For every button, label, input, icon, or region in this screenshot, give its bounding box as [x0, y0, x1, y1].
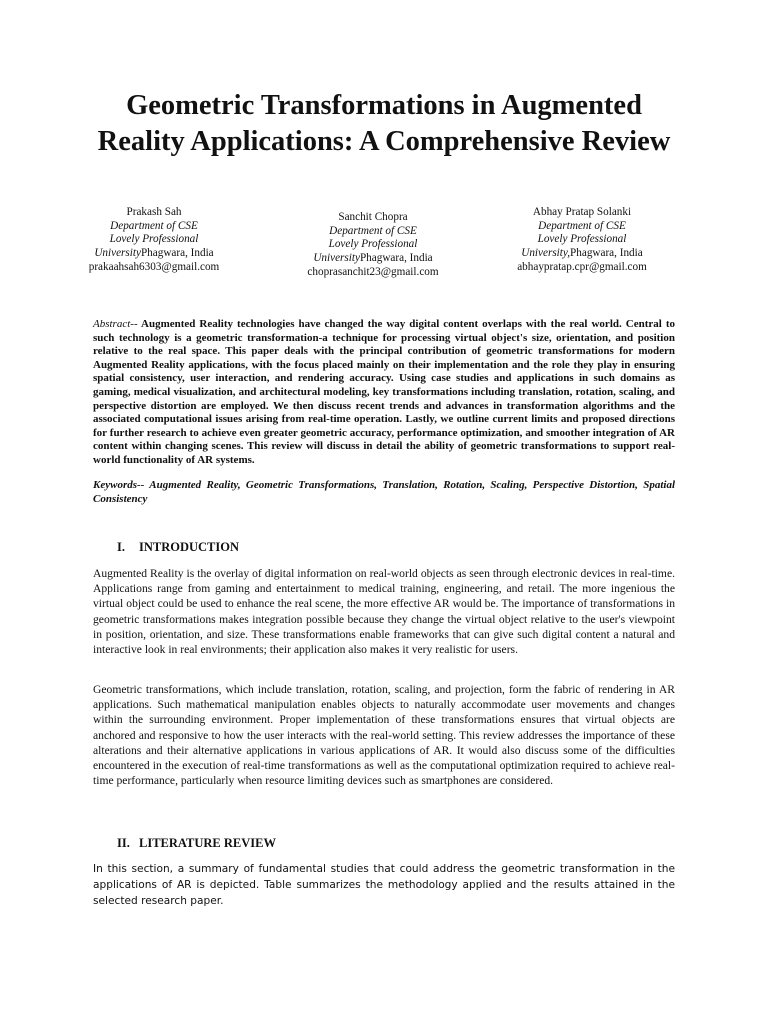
author-department: Department of CSE [538, 219, 626, 232]
section-title: INTRODUCTION [139, 540, 240, 554]
author-location: Phagwara, India [570, 247, 643, 260]
paper-title: Geometric Transformations in Augmented Reality Applications: A Comprehensive Review [97, 90, 671, 157]
author-university-suffix: University [94, 247, 141, 260]
author-department: Department of CSE [329, 224, 417, 237]
abstract-text: Augmented Reality technologies have changed the way digital content overlaps with the real world. Central to such technology is a geometric transformation-a technique for processing virtual object's size, orientation, and position relative to the real space. This paper deals with the principal contribution of geometric transformations for modern Augmented Reality applications, with the focus placed mainly on their implementation and the role they play in ensuring spatial consistency, user interaction, and rendering accuracy. Using case studies and applications in such domains as gaming, medical visualization, and architectural modeling, key transformations including translation, rotation, scaling, and perspective distortion are employed. We then discuss recent trends and advances in transformation algorithms and the associated computational issues arising from real-time operation. Lastly, we outline current limits and proposed directions for further research to achieve even greater geometric accuracy, performance optimization, and smoother integration of AR content within changing scenes. This review will discuss in detail the ability of geometric transformations to support real-world functionality of AR systems. [93, 318, 675, 466]
author-name: Prakash Sah [126, 206, 182, 218]
section-title: LITERATURE REVIEW [139, 836, 276, 850]
paragraph: Geometric transformations, which include translation, rotation, scaling, and projection, form the fabric of rendering in AR applications. Such mathematical manipulation enables objects to naturally accommodate user movements and changes within the surrounding environment. Proper implementation of these transformations ensures that virtual objects are anchored and responsive to how the user interacts with the real-world setting. This review addresses the importance of these alterations and their alternative applications in various applications of AR. It would also discuss some of the difficulties encountered in the execution of real-time transformations as well as the computational optimization required to achieve real-time performance, particularly when resource limiting devices such as smartphones are considered. [93, 683, 675, 788]
author-location-line [487, 247, 677, 261]
author-block-3 [487, 206, 677, 275]
author-university: Lovely Professional [537, 233, 627, 246]
author-location: Phagwara, India [140, 247, 214, 260]
section-heading-introduction [117, 540, 239, 555]
paragraph: In this section, a summary of fundamental studies that could address the geometric transformation in the applications of AR is depicted. Table summarizes the methodology applied and the results attained in the selected research paper. [93, 863, 675, 907]
author-location: Phagwara, India [359, 252, 433, 265]
section-heading-literature-review [117, 836, 276, 851]
keywords [93, 479, 675, 506]
author-email: choprasanchit23@gmail.com [307, 265, 439, 278]
abstract [93, 318, 675, 468]
keywords-text: Augmented Reality, Geometric Transformations, Translation, Rotation, Scaling, Perspective Distortion, Spatial Consistency [93, 479, 675, 505]
author-block-2 [278, 211, 468, 280]
abstract-lead: Abstract-- [93, 318, 138, 330]
author-university-suffix: University, [521, 247, 571, 260]
section-number: II. [117, 836, 130, 850]
section-number: I. [117, 540, 125, 554]
author-university: Lovely Professional [109, 233, 199, 246]
author-email: prakaahsah6303@gmail.com [88, 260, 220, 273]
author-department: Department of CSE [110, 219, 198, 232]
keywords-lead: Keywords-- [93, 479, 145, 491]
author-university-suffix: University [313, 252, 360, 265]
author-block-1 [59, 206, 249, 275]
author-email: abhaypratap.cpr@gmail.com [517, 260, 647, 273]
author-university: Lovely Professional [328, 238, 418, 251]
paragraph: Augmented Reality is the overlay of digital information on real-world objects as seen through electronic devices in real-time. Applications range from gaming and entertainment to medical training, engineering, and retail. The more ingenious the virtual object could be used to enhance the real scene, the more effective AR would be. The importance of transformations in geometric transformations makes integration possible because they change the virtual object relative to the user's viewpoint in position, orientation, and size. These transformations enable frameworks that can give such digital content a natural and interactive look in real environments; their application also makes it very realistic for users. [93, 567, 675, 657]
author-name: Abhay Pratap Solanki [532, 206, 632, 218]
author-location-line [278, 252, 468, 266]
author-name: Sanchit Chopra [338, 211, 408, 223]
author-location-line [59, 247, 249, 261]
